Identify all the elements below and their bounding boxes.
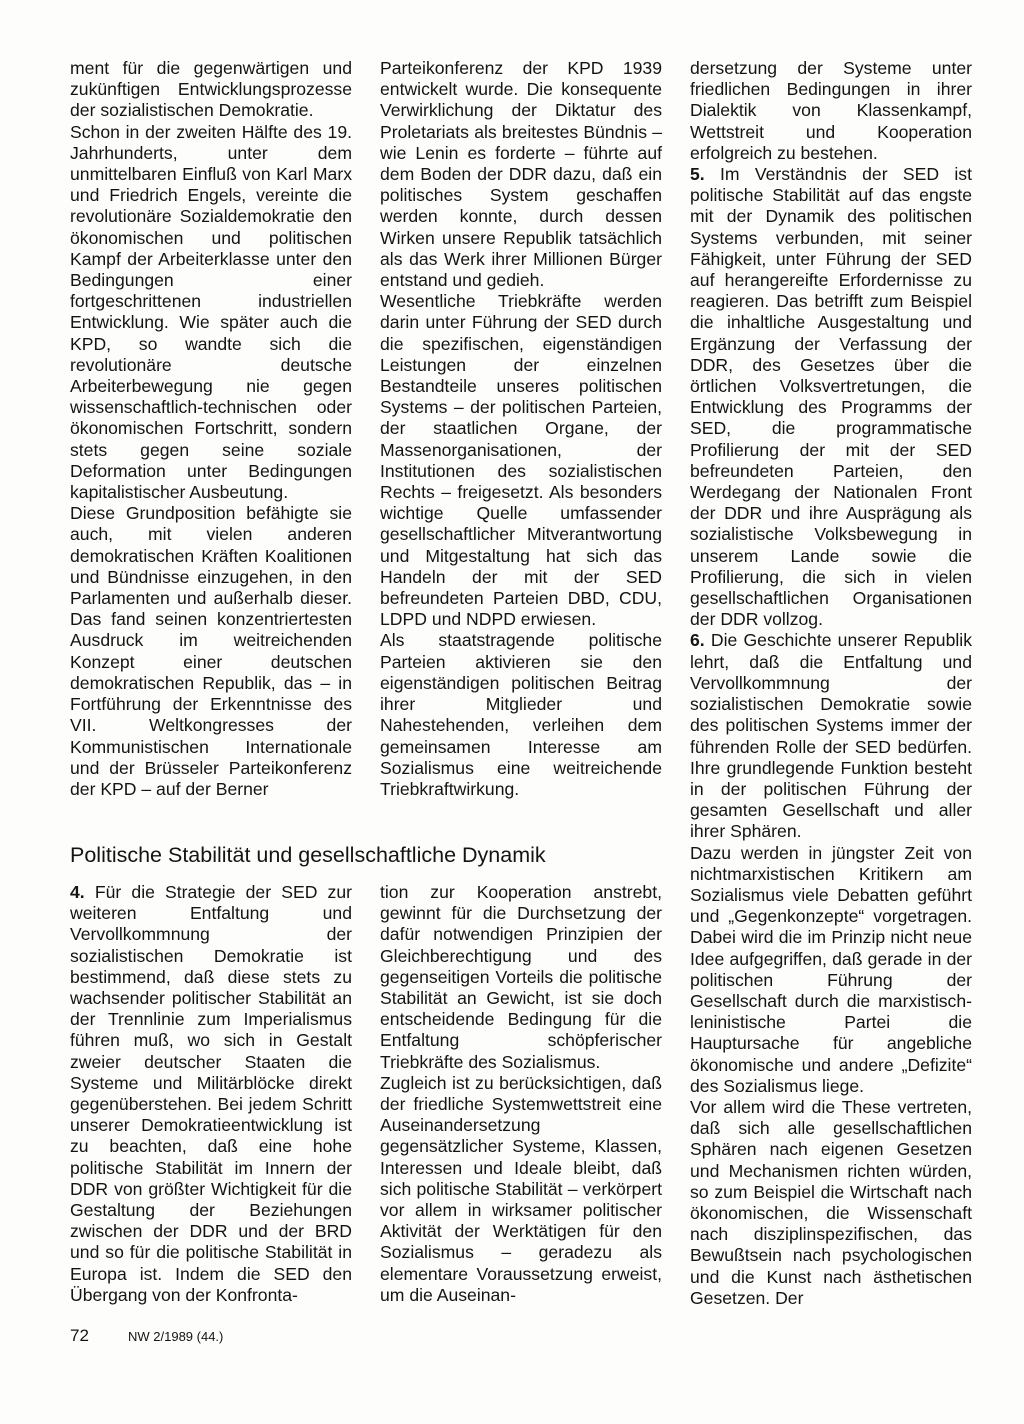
paragraph xyxy=(690,164,972,630)
paragraph: Als staatstragende politische Parteien aktivieren sie den eigenständigen politischen Beitrag ihrer Mitglieder und Nahestehenden, verleihen dem gemeinsamen Interesse am Sozialismus eine weitreichende Triebkraftwirkung. xyxy=(380,630,662,799)
article-column-2-bottom xyxy=(380,882,662,1306)
paragraph-text: Für die Strategie der SED zur weiteren Entfaltung und Vervollkommnung der sozialistischen Demokratie ist bestimmend, daß diese stets zu wachsender politischer Stabilität an der Trennlinie zum Imperialismus führen muß, wo sich in Gestalt zweier deutscher Staaten die Systeme und Militärblöcke direkt gegenüberstehen. Bei jedem Schritt unserer Demokratieentwicklung ist zu beachten, daß eine hohe politische Stabilität im Innern der DDR von größter Wichtigkeit für die Gestaltung der Beziehungen zwischen der DDR und der BRD und so für die politische Stabilität in Europa ist. Indem die SED den Übergang von der Konfronta- xyxy=(70,882,352,1305)
article-column-1-bottom xyxy=(70,882,352,1306)
page-footer xyxy=(70,1326,223,1347)
paragraph-text: Im Verständnis der SED ist politische Stabilität auf das engste mit der Dynamik des politischen Systems verbunden, mit seiner Fähigkeit, unter Führung der SED auf herangereifte Erfordernisse zu reagieren. Das betrifft zum Beispiel die inhaltliche Ausgestaltung und Ergänzung der Verfassung der DDR, des Gesetzes über die örtlichen Volksvertretungen, die Entwicklung des Programms der SED, die programmatische Profilierung der mit der SED befreundeten Parteien, den Werdegang der Nationalen Front der DDR und ihre Ausprägung als sozialistische Volksbewegung in unserem Lande sowie die Profilierung, die sich in vielen gesellschaftlichen Organisationen der DDR vollzog. xyxy=(690,164,972,630)
paragraph: Zugleich ist zu berücksichtigen, daß der friedliche Systemwettstreit eine Auseinandersetzung gegensätzlicher Systeme, Klassen, Interessen und Ideale bleibt, daß sich politische Stabilität – verkörpert vor allem in wirksamer politischer Aktivität der Werktätigen für den Sozialismus – geradezu als elementare Voraussetzung erweist, um die Auseinan- xyxy=(380,1072,662,1305)
paragraph: Wesentliche Triebkräfte werden darin unter Führung der SED durch die spezifischen, eigenständigen Leistungen der einzelnen Bestandteile unseres politischen Systems – der politischen Parteien, der staatlichen Organe, der Massenorganisationen, der Institutionen des sozialistischen Rechts – freigesetzt. Als besonders wichtige Quelle umfassender gesellschaftlicher Mitverantwortung und Mitgestaltung hat sich das Handeln der mit der SED befreundeten Parteien DBD, CDU, LDPD und NDPD erwiesen. xyxy=(380,291,662,630)
paragraph: ment für die gegenwärtigen und zukünftigen Entwicklungsprozesse der sozialistischen Demokratie. xyxy=(70,58,352,121)
paragraph: Dazu werden in jüngster Zeit von nichtmarxistischen Kritikern am Sozialismus viele Debatten geführt und „Gegenkonzepte“ vorgetragen. Dabei wird die im Prinzip nicht neue Idee aufgegriffen, daß gerade in der politischen Führung der Gesellschaft durch die marxistisch-leninistische Partei die Hauptursache für angebliche ökonomische und andere „Defizite“ des Sozialismus liege. xyxy=(690,842,972,1096)
paragraph: dersetzung der Systeme unter friedlichen Bedingungen in ihrer Dialektik von Klassenkampf, Wettstreit und Kooperation erfolgreich zu bestehen. xyxy=(690,58,972,163)
paragraph: Diese Grundposition befähigte sie auch, mit vielen anderen demokratischen Kräften Koalitionen und Bündnisse einzugehen, in den Parlamenten und außerhalb dieser. Das fand seinen konzentriertesten Ausdruck im weitreichenden Konzept einer deutschen demokratischen Republik, das – in Fortführung der Erkenntnisse des VII. Weltkongresses der Kommunistischen Internationale und der Brüsseler Parteikonferenz der KPD – auf der Berner xyxy=(70,503,352,799)
paragraph xyxy=(70,882,352,1306)
page-number: 72 xyxy=(70,1326,89,1345)
paragraph: Parteikonferenz der KPD 1939 entwickelt wurde. Die konsequente Verwirklichung der Diktatur des Proletariats als breitestes Bündnis – wie Lenin es forderte – führte auf dem Boden der DDR dazu, daß ein politisches System geschaffen werden konnte, durch dessen Wirken unsere Republik tatsächlich als das Werk ihrer Millionen Bürger entstand und gedieh. xyxy=(380,58,662,291)
paragraph: Schon in der zweiten Hälfte des 19. Jahrhunderts, unter dem unmittelbaren Einfluß von Karl Marx und Friedrich Engels, vereinte die revolutionäre Sozialdemokratie den ökonomischen und politischen Kampf der Arbeiterklasse unter den Bedingungen einer fortgeschrittenen industriellen Entwicklung. Wie später auch die KPD, so wandte sich die revolutionäre deutsche Arbeiterbewegung nie gegen wissenschaftlich-technischen oder ökonomischen Fortschritt, sondern stets gegen seine soziale Deformation unter Bedingungen kapitalistischer Ausbeutung. xyxy=(70,121,352,503)
paragraph xyxy=(690,630,972,842)
section-number: 5. xyxy=(690,164,705,185)
section-number: 6. xyxy=(690,630,705,651)
issue-label: NW 2/1989 (44.) xyxy=(128,1329,224,1344)
article-column-1-top xyxy=(70,58,352,800)
article-column-3 xyxy=(690,58,972,1309)
paragraph: tion zur Kooperation anstrebt, gewinnt für die Durchsetzung der dafür notwendigen Prinzipien der Gleichberechtigung und des gegenseitigen Vorteils die politische Stabilität an Gewicht, ist sie doch entscheidende Bedingung für die Entfaltung schöpferischer Triebkräfte des Sozialismus. xyxy=(380,882,662,1072)
section-heading: Politische Stabilität und gesellschaftliche Dynamik xyxy=(70,843,546,867)
section-number: 4. xyxy=(70,882,85,902)
paragraph: Vor allem wird die These vertreten, daß sich alle gesellschaftlichen Sphären nach eigenen Gesetzen und Mechanismen richten würden, so zum Beispiel die Wirtschaft nach ökonomischen, die Wissenschaft nach disziplinspezifischen, das Bewußtsein nach psychologischen und die Kunst nach ästhetischen Gesetzen. Der xyxy=(690,1096,972,1308)
paragraph-text: Die Geschichte unserer Republik lehrt, daß die Entfaltung und Vervollkommnung der sozialistischen Demokratie sowie des politischen Systems immer der führenden Rolle der SED bedürfen. Ihre grundlegende Funktion besteht in der politischen Führung der gesamten Gesellschaft und aller ihrer Sphären. xyxy=(690,630,972,842)
article-column-2-top xyxy=(380,58,662,800)
